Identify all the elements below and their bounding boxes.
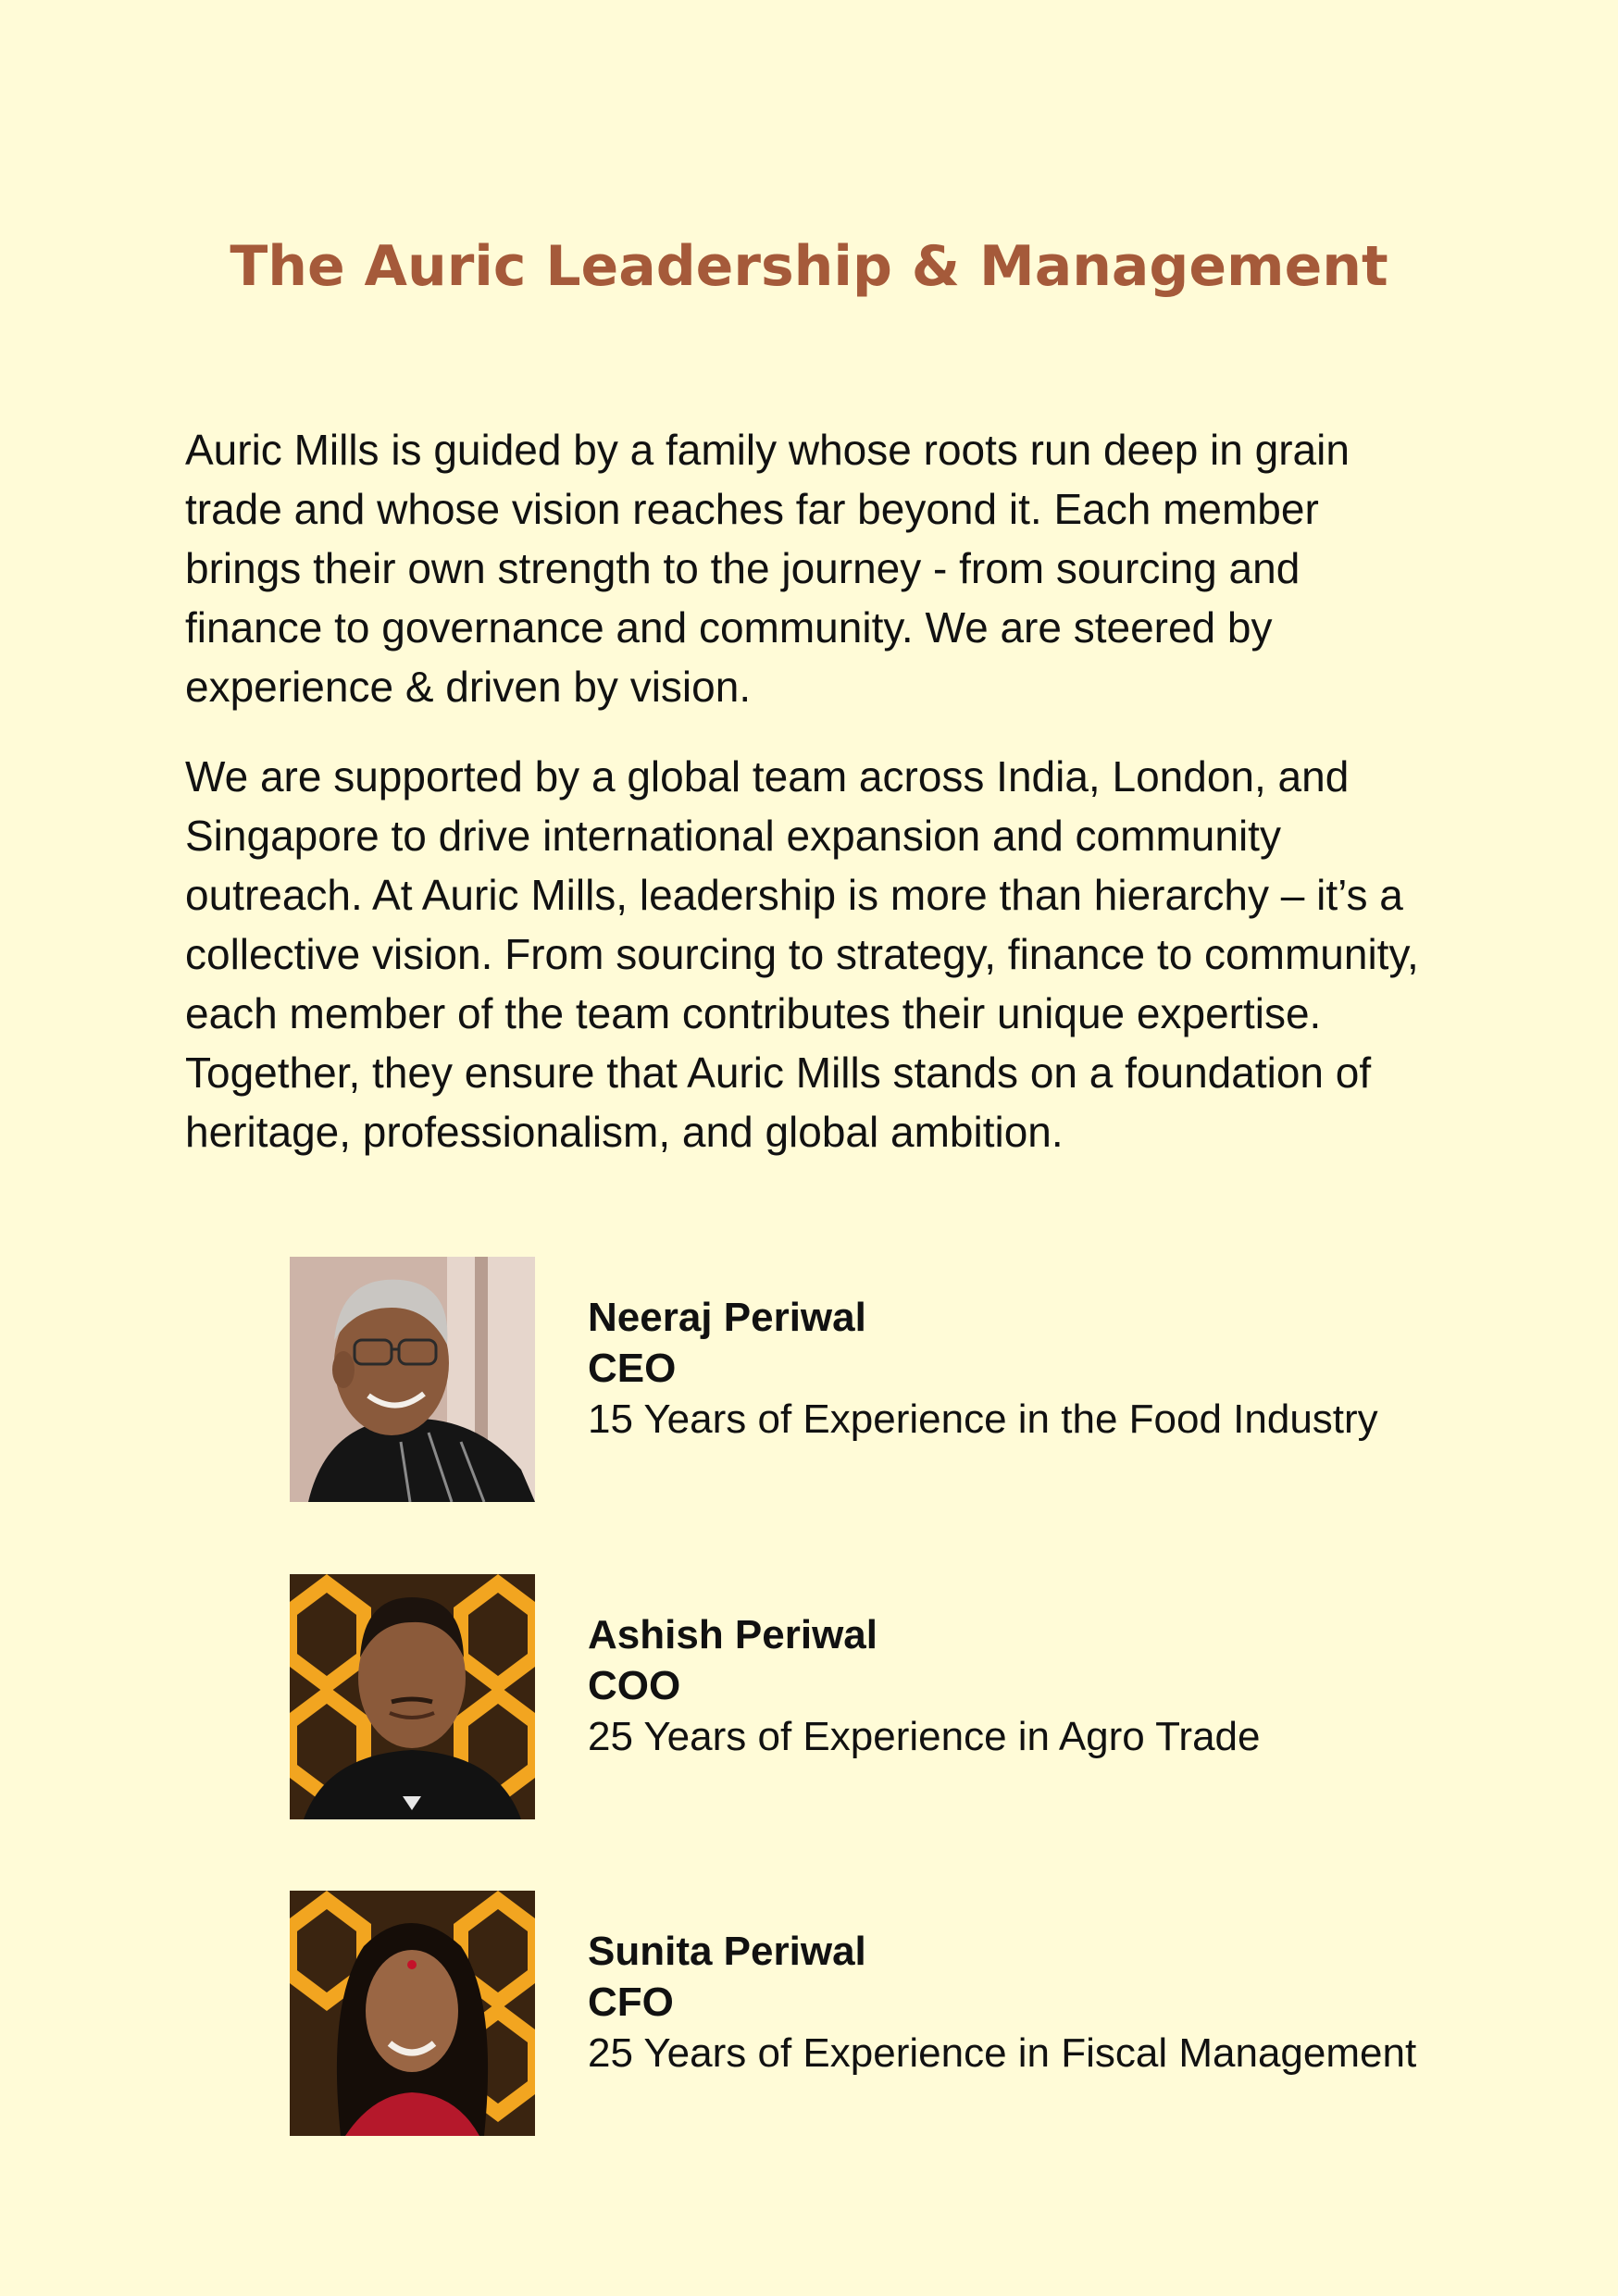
member-info-sunita (588, 1926, 1606, 2079)
member-role: CFO (588, 1980, 674, 2025)
member-name: Ashish Periwal (588, 1612, 878, 1657)
member-photo-ashish (290, 1574, 535, 1819)
member-role: COO (588, 1663, 681, 1708)
member-role: CEO (588, 1346, 677, 1391)
member-experience: 15 Years of Experience in the Food Industry (588, 1396, 1378, 1442)
intro-paragraph-2: We are supported by a global team across India, London, and Singapore to drive international expansion and community outreach. At Auric Mills, leadership is more than hierarchy – it’s a collective vision. From sourcing to strategy, finance to community, each member of the team contributes their unique expertise. Together, they ensure that Auric Mills stands on a foundation of heritage, professionalism, and global ambition. (185, 752, 1419, 1156)
member-name: Neeraj Periwal (588, 1295, 866, 1340)
intro-paragraph-1: Auric Mills is guided by a family whose roots run deep in grain trade and whose vision reaches far beyond it. Each member brings their own strength to the journey - from sourcing and finance to governance and community. We are steered by experience & driven by vision. (185, 426, 1350, 711)
member-photo-neeraj (290, 1257, 535, 1502)
member-photo-sunita (290, 1891, 535, 2136)
member-experience: 25 Years of Experience in Fiscal Management (588, 2030, 1417, 2076)
page-title: The Auric Leadership & Management (230, 234, 1388, 299)
member-info-ashish (588, 1609, 1606, 1762)
member-info-neeraj (588, 1292, 1606, 1445)
member-name: Sunita Periwal (588, 1929, 866, 1974)
member-experience: 25 Years of Experience in Agro Trade (588, 1714, 1261, 1759)
